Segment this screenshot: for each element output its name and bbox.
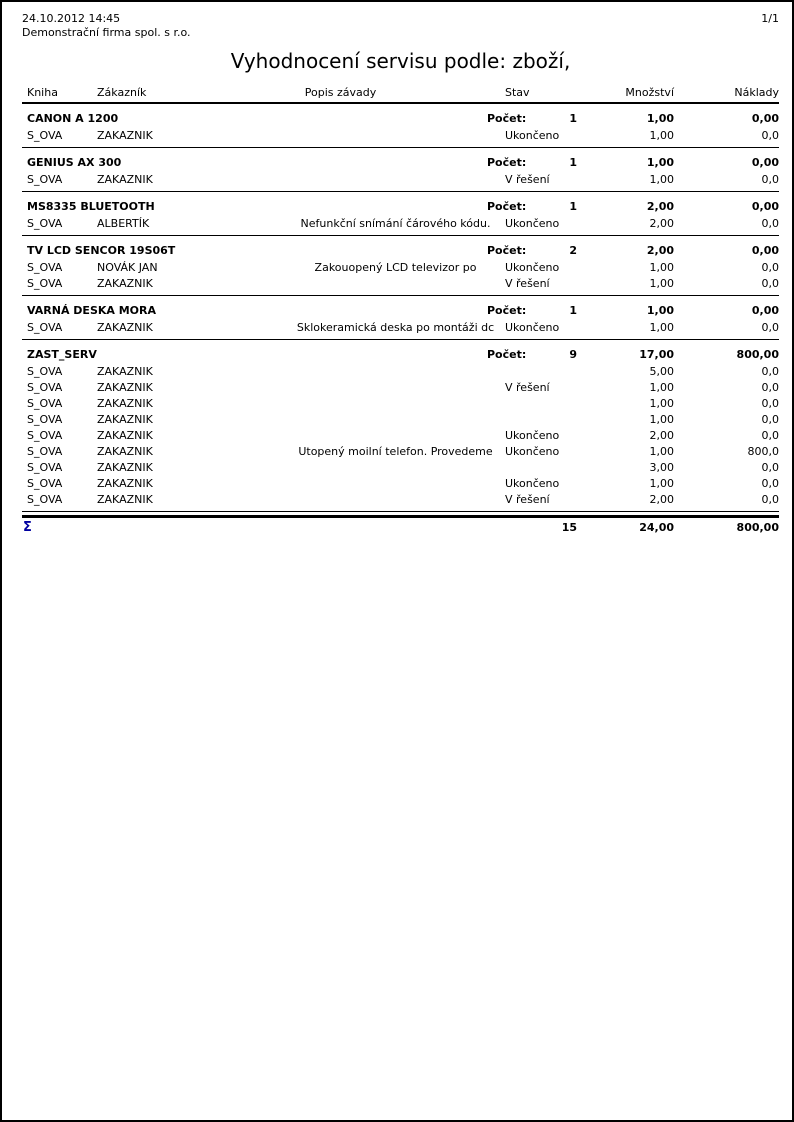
cell-mnozstvi: 5,00 [649, 365, 674, 378]
cell-kniha: S_OVA [27, 381, 63, 394]
groups [22, 104, 779, 512]
total-row [22, 515, 779, 535]
cell-stav [499, 364, 597, 380]
cell-zakaznik: ZAKAZNIK [97, 445, 153, 458]
report-content [2, 2, 792, 535]
group-count: 1 [569, 112, 577, 125]
cell-popis [292, 396, 499, 412]
cell-kniha: S_OVA [27, 261, 63, 274]
table-header-row [22, 86, 779, 104]
table-row [22, 260, 779, 276]
group-name: CANON A 1200 [27, 112, 119, 125]
cell-zakaznik: ZAKAZNIK [97, 493, 153, 506]
column-header-stav: Stav [505, 86, 530, 99]
cell-mnozstvi: 1,00 [649, 477, 674, 490]
group-naklady: 0,00 [751, 244, 779, 257]
group-naklady: 0,00 [751, 112, 779, 125]
cell-mnozstvi: 1,00 [649, 321, 674, 334]
group-name: GENIUS AX 300 [27, 156, 122, 169]
cell-naklady: 0,0 [761, 413, 779, 426]
cell-stav: V řešení [505, 493, 550, 506]
group [22, 192, 779, 236]
table-row [22, 396, 779, 412]
cell-zakaznik: ZAKAZNIK [97, 321, 153, 334]
table-row [22, 428, 779, 444]
cell-zakaznik: ZAKAZNIK [97, 461, 153, 474]
cell-mnozstvi: 2,00 [649, 493, 674, 506]
cell-zakaznik: ALBERTÍK [97, 217, 150, 230]
report-header [22, 12, 779, 26]
cell-naklady: 0,0 [761, 217, 779, 230]
pocet-label: Počet: [487, 112, 527, 125]
group-count: 1 [569, 156, 577, 169]
cell-zakaznik: ZAKAZNIK [97, 129, 153, 142]
group-rows [22, 216, 779, 232]
cell-kniha: S_OVA [27, 493, 63, 506]
cell-stav: Ukončeno [505, 445, 560, 458]
cell-stav: Ukončeno [505, 321, 560, 334]
cell-naklady: 0,0 [761, 261, 779, 274]
column-header-kniha: Kniha [27, 86, 58, 99]
cell-popis [292, 364, 499, 380]
cell-kniha: S_OVA [27, 429, 63, 442]
cell-naklady: 0,0 [761, 321, 779, 334]
cell-mnozstvi: 1,00 [649, 129, 674, 142]
group-header-row [22, 104, 779, 128]
table-row [22, 492, 779, 508]
group-name: TV LCD SENCOR 19S06T [27, 244, 176, 257]
table-row [22, 476, 779, 492]
table-row [22, 460, 779, 476]
cell-kniha: S_OVA [27, 477, 63, 490]
group-rows [22, 128, 779, 144]
cell-popis: Sklokeramická deska po montáži dc [296, 321, 495, 334]
cell-zakaznik: ZAKAZNIK [97, 277, 153, 290]
cell-stav [499, 396, 597, 412]
cell-popis [292, 492, 499, 508]
cell-popis [292, 276, 499, 292]
group-count: 2 [569, 244, 577, 257]
cell-stav: V řešení [505, 381, 550, 394]
group [22, 148, 779, 192]
company-name: Demonstrační firma spol. s r.o. [22, 26, 191, 39]
table-row [22, 364, 779, 380]
cell-mnozstvi: 2,00 [649, 429, 674, 442]
cell-stav: V řešení [505, 277, 550, 290]
cell-kniha: S_OVA [27, 413, 63, 426]
cell-stav: Ukončeno [505, 429, 560, 442]
cell-popis [292, 476, 499, 492]
group-mnozstvi: 2,00 [646, 244, 674, 257]
cell-stav: V řešení [505, 173, 550, 186]
cell-mnozstvi: 3,00 [649, 461, 674, 474]
table-row [22, 444, 779, 460]
page-number: 1/1 [761, 12, 779, 25]
cell-popis [292, 412, 499, 428]
cell-popis: Utopený moilní telefon. Provedeme [298, 445, 493, 458]
cell-popis [292, 172, 499, 188]
table-row [22, 128, 779, 144]
group-naklady: 800,00 [736, 348, 779, 361]
group-mnozstvi: 1,00 [646, 304, 674, 317]
column-header-popis: Popis závady [304, 86, 377, 99]
cell-kniha: S_OVA [27, 397, 63, 410]
cell-naklady: 0,0 [761, 477, 779, 490]
pocet-label: Počet: [487, 348, 527, 361]
cell-zakaznik: ZAKAZNIK [97, 429, 153, 442]
cell-mnozstvi: 1,00 [649, 413, 674, 426]
cell-zakaznik: ZAKAZNIK [97, 397, 153, 410]
cell-naklady: 0,0 [761, 381, 779, 394]
cell-naklady: 0,0 [761, 129, 779, 142]
cell-mnozstvi: 1,00 [649, 173, 674, 186]
group-mnozstvi: 1,00 [646, 156, 674, 169]
group-header-row [22, 148, 779, 172]
column-header-zakaznik: Zákazník [97, 86, 147, 99]
cell-stav [499, 412, 597, 428]
total-naklady: 800,00 [736, 521, 779, 534]
sum-symbol: Σ [23, 520, 32, 535]
cell-mnozstvi: 1,00 [649, 261, 674, 274]
table-row [22, 380, 779, 396]
table-row [22, 216, 779, 232]
pocet-label: Počet: [487, 200, 527, 213]
group [22, 236, 779, 296]
cell-zakaznik: ZAKAZNIK [97, 365, 153, 378]
cell-mnozstvi: 1,00 [649, 381, 674, 394]
cell-kniha: S_OVA [27, 277, 63, 290]
group-mnozstvi: 2,00 [646, 200, 674, 213]
cell-naklady: 0,0 [761, 277, 779, 290]
cell-zakaznik: NOVÁK JAN [97, 261, 158, 274]
group [22, 340, 779, 512]
cell-popis [292, 128, 499, 144]
cell-zakaznik: ZAKAZNIK [97, 381, 153, 394]
cell-popis [292, 428, 499, 444]
group-rows [22, 364, 779, 508]
group [22, 296, 779, 340]
cell-naklady: 0,0 [761, 493, 779, 506]
group-name: VARNÁ DESKA MORA [27, 304, 157, 317]
table-row [22, 172, 779, 188]
group-rows [22, 260, 779, 292]
group-rows [22, 172, 779, 188]
table-row [22, 412, 779, 428]
cell-popis [292, 460, 499, 476]
group-header-row [22, 340, 779, 364]
cell-naklady: 800,0 [747, 445, 779, 458]
group-name: ZAST_SERV [27, 348, 97, 361]
pocet-label: Počet: [487, 156, 527, 169]
cell-stav: Ukončeno [505, 129, 560, 142]
cell-naklady: 0,0 [761, 461, 779, 474]
cell-stav: Ukončeno [505, 217, 560, 230]
group-header-row [22, 236, 779, 260]
cell-kniha: S_OVA [27, 173, 63, 186]
cell-naklady: 0,0 [761, 429, 779, 442]
cell-naklady: 0,0 [761, 173, 779, 186]
group-name: MS8335 BLUETOOTH [27, 200, 155, 213]
print-datetime: 24.10.2012 14:45 [22, 12, 121, 25]
table-row [22, 320, 779, 336]
cell-stav [499, 460, 597, 476]
pocet-label: Počet: [487, 244, 527, 257]
total-mnozstvi: 24,00 [639, 521, 674, 534]
cell-mnozstvi: 2,00 [649, 217, 674, 230]
cell-kniha: S_OVA [27, 461, 63, 474]
cell-naklady: 0,0 [761, 397, 779, 410]
cell-naklady: 0,0 [761, 365, 779, 378]
pocet-label: Počet: [487, 304, 527, 317]
group-naklady: 0,00 [751, 304, 779, 317]
cell-popis: Zakouopený LCD televizor po [314, 261, 477, 274]
cell-kniha: S_OVA [27, 129, 63, 142]
report-title: Vyhodnocení servisu podle: zboží, [230, 49, 571, 73]
group-count: 1 [569, 304, 577, 317]
group [22, 104, 779, 148]
group-naklady: 0,00 [751, 200, 779, 213]
table-row [22, 276, 779, 292]
cell-kniha: S_OVA [27, 445, 63, 458]
cell-kniha: S_OVA [27, 365, 63, 378]
cell-kniha: S_OVA [27, 217, 63, 230]
cell-popis [292, 380, 499, 396]
column-header-naklady: Náklady [734, 86, 779, 99]
total-count: 15 [561, 521, 577, 534]
cell-zakaznik: ZAKAZNIK [97, 173, 153, 186]
cell-stav: Ukončeno [505, 261, 560, 274]
group-naklady: 0,00 [751, 156, 779, 169]
cell-mnozstvi: 1,00 [649, 397, 674, 410]
cell-zakaznik: ZAKAZNIK [97, 413, 153, 426]
group-header-row [22, 296, 779, 320]
cell-mnozstvi: 1,00 [649, 445, 674, 458]
group-count: 9 [569, 348, 577, 361]
group-rows [22, 320, 779, 336]
group-count: 1 [569, 200, 577, 213]
column-header-mnozstvi: Množství [625, 86, 674, 99]
cell-popis: Nefunkční snímání čárového kódu. [300, 217, 491, 230]
group-header-row [22, 192, 779, 216]
cell-mnozstvi: 1,00 [649, 277, 674, 290]
cell-kniha: S_OVA [27, 321, 63, 334]
cell-stav: Ukončeno [505, 477, 560, 490]
cell-zakaznik: ZAKAZNIK [97, 477, 153, 490]
group-mnozstvi: 17,00 [639, 348, 674, 361]
group-mnozstvi: 1,00 [646, 112, 674, 125]
